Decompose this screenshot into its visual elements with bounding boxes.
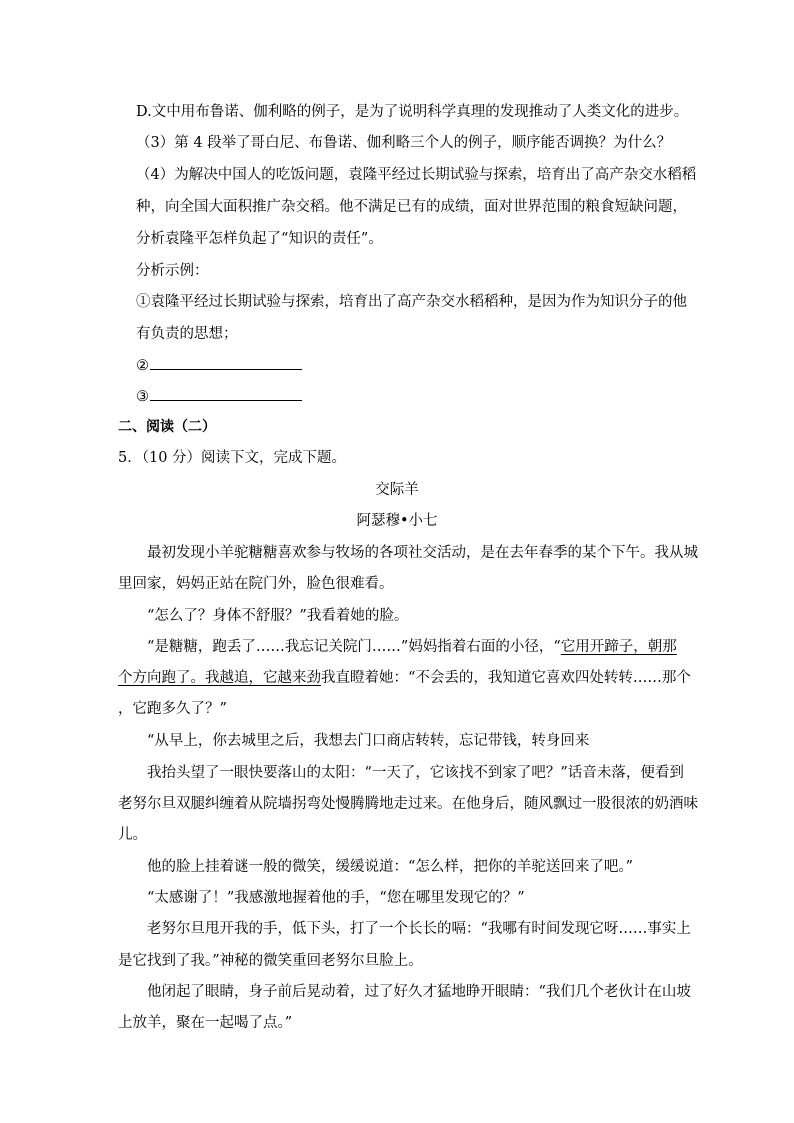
paragraph-3-line-3: ，它跑多久了？” — [118, 701, 227, 717]
example-2-line-2: 有负责的思想； — [136, 326, 238, 342]
question-4-line-2: 种，向全国大面积推广杂交稻。他不满足已有的成绩，面对世界范围的粮食短缺问题， — [136, 199, 687, 215]
answer-2 — [136, 355, 302, 376]
answer-2-mark: ② — [136, 358, 149, 374]
answer-2-blank[interactable] — [150, 355, 302, 370]
paragraph-8-line-2: 是它找到了我。”神秘的微笑重回老努尔旦脸上。 — [118, 953, 423, 969]
paragraph-3-line-2 — [118, 668, 691, 688]
paragraph-1-line-2: 里回家，妈妈正站在院门外，脸色很难看。 — [118, 576, 394, 592]
paragraph-5-line-2: 老努尔旦双腿纠缠着从院墙拐弯处慢腾腾地走过来。在他身后，随风飘过一股很浓的奶酒味 — [118, 796, 698, 812]
question-4-line-1: （4）为解决中国人的吃饭问题，袁隆平经过长期试验与探索，培育出了高产杂交水稻稻 — [136, 167, 697, 183]
question-5: 5．（10 分）阅读下文，完成下题。 — [118, 450, 347, 466]
paragraph-6: 他的脸上挂着谜一般的微笑，缓缓说道：“怎么样，把你的羊驼送回来了吧。” — [147, 859, 634, 875]
paragraph-3-underlined-b: 个方向跑了。我越追，它越来劲 — [118, 670, 321, 686]
article-title: 交际羊 — [375, 482, 419, 498]
paragraph-5-line-1: 我抬头望了一眼快要落山的太阳：“一天了，它该找不到家了吧？”话音未落，便看到 — [147, 765, 684, 781]
example-label: 分析示例： — [136, 263, 209, 279]
paragraph-9-line-2: 上放羊，聚在一起喝了点。” — [118, 1015, 293, 1031]
paragraph-3-text-b: 我直瞪着她：“不会丢的，我知道它喜欢四处转转……那个 — [321, 670, 691, 686]
paragraph-3-text-a: “是糖糖，跑丢了……我忘记关院门……”妈妈指着右面的小径，“ — [147, 639, 561, 655]
paragraph-5-line-3: 儿。 — [118, 827, 147, 843]
answer-3 — [136, 386, 302, 407]
paragraph-3-underlined-a: 它用开蹄子，朝那 — [560, 639, 677, 655]
paragraph-8-line-1: 老努尔旦甩开我的手，低下头，打了一个长长的嗝：“我哪有时间发现它呀……事实上 — [147, 921, 691, 937]
question-option-d: D.文中用布鲁诺、伽利略的例子，是为了说明科学真理的发现推动了人类文化的进步。 — [136, 104, 689, 120]
answer-3-blank[interactable] — [150, 386, 302, 401]
answer-3-mark: ③ — [136, 389, 149, 405]
paragraph-9-line-1: 他闭起了眼睛，身子前后晃动着，过了好久才猛地睁开眼睛：“我们几个老伙计在山坡 — [147, 984, 691, 1000]
paragraph-2: “怎么了？身体不舒服？”我看着她的脸。 — [147, 608, 409, 624]
section-heading-reading-2: 二、阅读（二） — [118, 419, 216, 435]
paragraph-1-line-1: 最初发现小羊驼糖糖喜欢参与牧场的各项社交活动，是在去年春季的某个下午。我从城 — [147, 545, 698, 561]
paragraph-7: “太感谢了！”我感激地握着他的手，“您在哪里发现它的？” — [147, 890, 525, 906]
question-3: （3）第 4 段举了哥白尼、布鲁诺、伽利略三个人的例子，顺序能否调换？为什么？ — [136, 135, 672, 151]
paragraph-3-line-1 — [147, 637, 677, 657]
example-1-line-1: ①袁隆平经过长期试验与探索，培育出了高产杂交水稻稻种，是因为作为知识分子的他 — [136, 294, 687, 310]
paragraph-4: “从早上，你去城里之后，我想去门口商店转转，忘记带钱，转身回来 — [147, 733, 590, 749]
question-4-line-3: 分析袁隆平怎样负起了“知识的责任”。 — [136, 231, 383, 247]
article-author: 阿瑟穆•小七 — [356, 513, 438, 529]
